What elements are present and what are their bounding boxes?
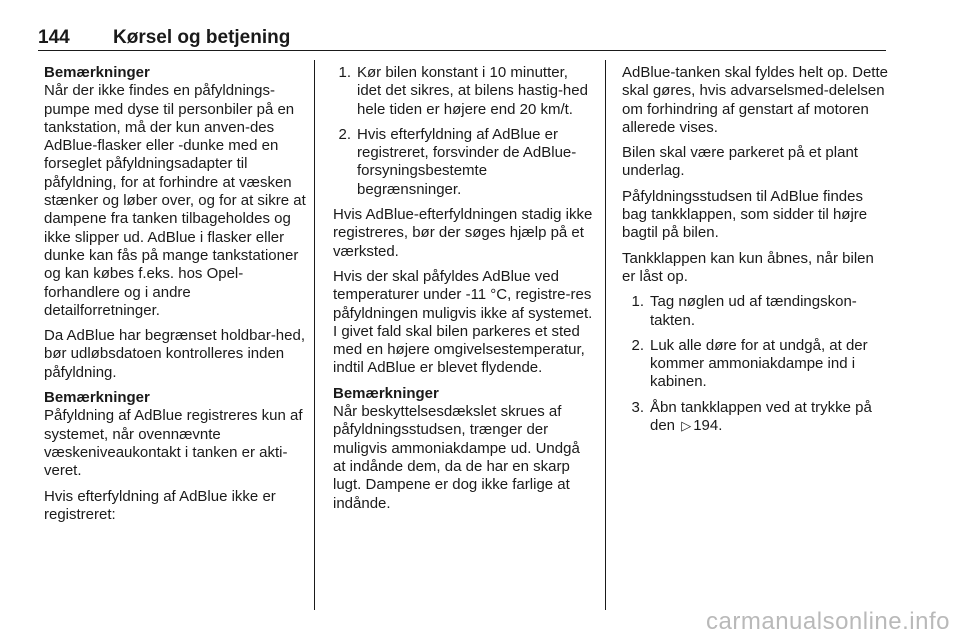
note-body: Når der ikke findes en påfyldnings-pumpe med dyse til personbiler på en tankstation, må der kun anven-des AdBlue-flasker eller -dunke med en forseglet påfyldningsadapter til påfyldning, for at forhindre at væsken stænker og løber over, og for at sikre at dampene fra tanken tilbageholdes og ikke slipper ud. AdBlue i flasker eller dunke kan fås på mange tankstationer og kan købes f.eks. hos Opel-forhandlere og i andre detailforretninger. (44, 82, 306, 319)
list-number: 2. (631, 336, 644, 354)
page-header (38, 22, 886, 51)
note-body: Når beskyttelsesdækslet skrues af påfyldningsstudsen, trænger der muligvis ammoniakdampe ud. Undgå at indånde dem, da de har en skarp lugt. Dampene er dog ikke farlige at indånde. (333, 403, 580, 512)
page-ref-link[interactable]: 194. (693, 417, 723, 435)
list-number: 1. (631, 293, 644, 311)
paragraph: Da AdBlue har begrænset holdbar-hed, bør udløbsdatoen kontrolleres inden påfyldning. (44, 327, 306, 381)
ref-arrow-icon: ▷ (681, 418, 692, 434)
paragraph: AdBlue-tanken skal fyldes helt op. Dette skal gøres, hvis advarselsmed-delelsen om forhindring af genstart af motoren allerede vises. (622, 64, 888, 136)
note-heading: Bemærkninger (44, 389, 150, 407)
list-number: 2. (338, 125, 351, 143)
note-heading: Bemærkninger (333, 384, 439, 402)
list-item-text: Hvis efterfyldning af AdBlue er registreret, forsvinder de AdBlue-forsyningsbestemte begrænsninger. (357, 125, 577, 198)
paragraph: Hvis AdBlue-efterfyldningen stadig ikke registreres, bør der søges hjælp på et værksted. (333, 206, 593, 260)
column-3 (622, 64, 890, 442)
column-2 (333, 64, 595, 513)
page-title: Kørsel og betjening (113, 27, 291, 48)
list-item (620, 337, 890, 392)
list-item-text: Tag nøglen ud af tændingskon-takten. (650, 293, 857, 329)
list-item (327, 64, 595, 119)
list-number: 1. (338, 64, 351, 81)
column-divider (314, 60, 315, 610)
list-item-text: Kør bilen konstant i 10 minutter, idet det sikres, at bilens hastig-hed hele tiden er højere end 20 km/t. (357, 64, 588, 118)
list-item (620, 293, 890, 330)
list-item-text: Luk alle døre for at undgå, at der kommer ammoniakdampe ind i kabinen. (650, 336, 868, 391)
column-1 (44, 64, 306, 524)
paragraph: Påfyldningsstudsen til AdBlue findes bag tankklappen, som sidder til højre bagtil på bilen. (622, 187, 868, 242)
note-heading: Bemærkninger (44, 64, 150, 81)
column-divider (605, 60, 606, 610)
list-item-text-main: Åbn tankklappen ved at trykke på den (650, 398, 872, 435)
list-number: 3. (631, 398, 644, 416)
paragraph: Hvis der skal påfyldes AdBlue ved temperaturer under -11 °C, registre-res påfyldningen muligvis ikke af systemet. I givet fald skal bilen parkeres et sted med en højere omgivelsestemperatur, indtil AdBlue er blevet flydende. (333, 267, 593, 377)
numbered-list (620, 293, 890, 435)
list-item (620, 399, 890, 436)
paragraph: Hvis efterfyldning af AdBlue ikke er registreret: (44, 487, 276, 523)
watermark: carmanualsonline.info (706, 608, 950, 635)
list-item-text (650, 399, 890, 436)
paragraph: Tankklappen kan kun åbnes, når bilen er låst op. (622, 249, 874, 285)
list-item (327, 126, 595, 199)
paragraph: Bilen skal være parkeret på et plant underlag. (622, 144, 858, 180)
note-body: Påfyldning af AdBlue registreres kun af systemet, når ovennævnte væskeniveaukontakt i tanken er akti-veret. (44, 407, 303, 480)
numbered-list (327, 64, 595, 199)
page-number: 144 (38, 27, 70, 48)
